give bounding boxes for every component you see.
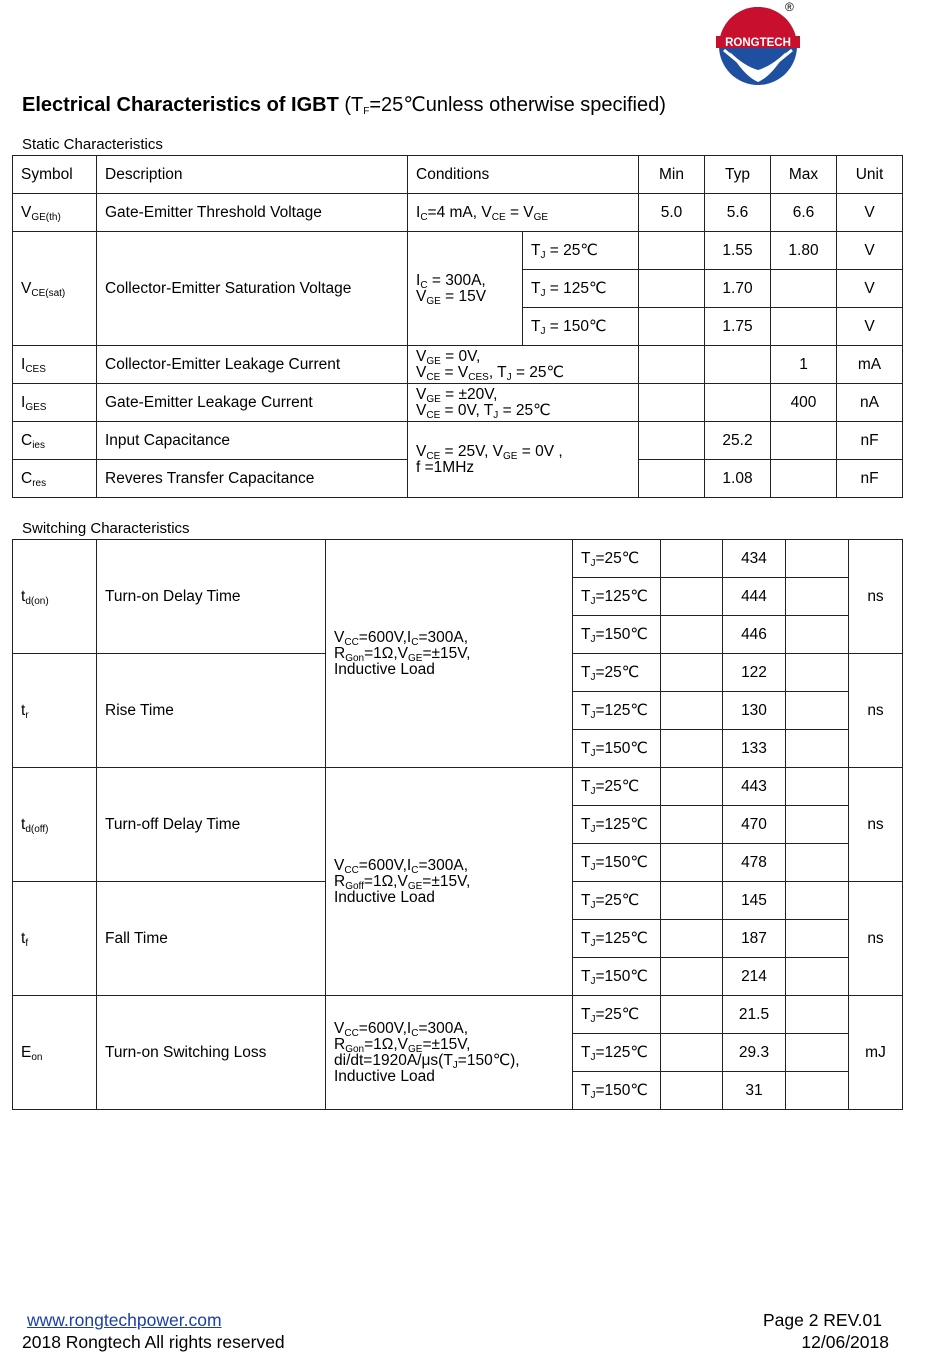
table-row bbox=[13, 232, 903, 270]
typ-cell: 444 bbox=[723, 578, 786, 616]
table-row bbox=[13, 768, 903, 806]
typ-cell: 187 bbox=[723, 920, 786, 958]
typ-cell: 25.2 bbox=[705, 422, 771, 460]
logo-text: RONGTECH bbox=[725, 37, 791, 49]
header-conditions: Conditions bbox=[408, 156, 639, 194]
typ-cell: 31 bbox=[723, 1072, 786, 1110]
max-cell bbox=[786, 616, 849, 654]
min-cell bbox=[639, 232, 705, 270]
min-cell bbox=[661, 654, 723, 692]
typ-cell: 130 bbox=[723, 692, 786, 730]
description-cell: Fall Time bbox=[97, 882, 326, 996]
max-cell bbox=[786, 540, 849, 578]
min-cell bbox=[661, 540, 723, 578]
rongtech-logo bbox=[716, 6, 800, 86]
min-cell bbox=[639, 346, 705, 384]
unit-cell: ns bbox=[849, 654, 903, 768]
description-cell: Collector-Emitter Leakage Current bbox=[97, 346, 408, 384]
min-cell bbox=[661, 882, 723, 920]
typ-cell: 434 bbox=[723, 540, 786, 578]
static-characteristics-table bbox=[12, 155, 903, 498]
min-cell bbox=[661, 920, 723, 958]
min-cell bbox=[639, 308, 705, 346]
conditions-cell: $I_C=4$ mA, $V_{CE} = V_{GE}$ bbox=[408, 194, 639, 232]
unit-cell: ns bbox=[849, 768, 903, 882]
symbol-cell: $I_{GES}$ bbox=[13, 384, 97, 422]
typ-cell: 478 bbox=[723, 844, 786, 882]
symbol-cell: $I_{CES}$ bbox=[13, 346, 97, 384]
temperature-cell: $T_J=125℃$ bbox=[573, 1034, 661, 1072]
max-cell bbox=[786, 996, 849, 1034]
temperature-cell: $T_J=125℃$ bbox=[573, 806, 661, 844]
temperature-cell: $T_J=150℃$ bbox=[573, 1072, 661, 1110]
min-cell bbox=[661, 1034, 723, 1072]
min-cell bbox=[661, 1072, 723, 1110]
typ-cell: 29.3 bbox=[723, 1034, 786, 1072]
min-cell bbox=[661, 578, 723, 616]
typ-cell: 133 bbox=[723, 730, 786, 768]
temperature-cell: $T_J=150℃$ bbox=[573, 958, 661, 996]
registered-mark: ® bbox=[785, 0, 794, 14]
conditions-cell: $V_{GE} = \pm 20V$, $V_{CE} = 0V$, $T_J$ = 25℃ bbox=[408, 384, 639, 422]
description-cell: Rise Time bbox=[97, 654, 326, 768]
unit-cell: V bbox=[837, 270, 903, 308]
conditions-cell: $V_{CC}=600V,I_C=300A$, $R_{Goff}=1\Omega,V_{GE}=\pm 15V$, Inductive Load bbox=[326, 768, 573, 996]
table-row bbox=[13, 194, 903, 232]
description-cell: Gate-Emitter Threshold Voltage bbox=[97, 194, 408, 232]
unit-cell: ns bbox=[849, 882, 903, 996]
table-row bbox=[13, 996, 903, 1034]
unit-cell: nF bbox=[837, 460, 903, 498]
temperature-cell: $T_J=25℃$ bbox=[573, 654, 661, 692]
website-link[interactable]: www.rongtechpower.com bbox=[27, 1310, 222, 1330]
max-cell bbox=[786, 882, 849, 920]
min-cell bbox=[661, 768, 723, 806]
typ-cell: 214 bbox=[723, 958, 786, 996]
typ-cell: 1.08 bbox=[705, 460, 771, 498]
temperature-cell: $T_J=125℃$ bbox=[573, 920, 661, 958]
conditions-cell: $V_{CE} = 25V$, $V_{GE} = 0V$ , f =1MHz bbox=[408, 422, 639, 498]
conditions-cell: $V_{CC}=600V,I_C=300A$, $R_{Gon}=1\Omega,V_{GE}=\pm 15V$, Inductive Load bbox=[326, 540, 573, 768]
symbol-cell: $E_{on}$ bbox=[13, 996, 97, 1110]
symbol-cell: $t_r$ bbox=[13, 654, 97, 768]
table-row bbox=[13, 346, 903, 384]
temperature-cell: $T_J=25℃$ bbox=[573, 768, 661, 806]
description-cell: Turn-on Switching Loss bbox=[97, 996, 326, 1110]
header-unit: Unit bbox=[837, 156, 903, 194]
table-header-row bbox=[13, 156, 903, 194]
min-cell: 5.0 bbox=[639, 194, 705, 232]
symbol-cell: $V_{CE(sat)}$ bbox=[13, 232, 97, 346]
max-cell bbox=[771, 308, 837, 346]
temperature-cell: $T_J=150℃$ bbox=[573, 616, 661, 654]
description-cell: Turn-off Delay Time bbox=[97, 768, 326, 882]
table-row bbox=[13, 540, 903, 578]
max-cell bbox=[786, 730, 849, 768]
description-cell: Input Capacitance bbox=[97, 422, 408, 460]
max-cell: 1.80 bbox=[771, 232, 837, 270]
min-cell bbox=[661, 958, 723, 996]
max-cell: 400 bbox=[771, 384, 837, 422]
table-row bbox=[13, 422, 903, 460]
conditions-cell: $I_C = 300A$, $V_{GE} = 15V$ bbox=[408, 232, 523, 346]
description-cell: Turn-on Delay Time bbox=[97, 540, 326, 654]
min-cell bbox=[661, 730, 723, 768]
switching-section-title: Switching Characteristics bbox=[22, 520, 190, 537]
static-section-title: Static Characteristics bbox=[22, 136, 163, 153]
symbol-cell: $t_{d(on)}$ bbox=[13, 540, 97, 654]
typ-cell: 1.55 bbox=[705, 232, 771, 270]
temperature-cell: $T_J=25℃$ bbox=[573, 540, 661, 578]
temperature-cell: $T_J=150℃$ bbox=[573, 730, 661, 768]
typ-cell: 122 bbox=[723, 654, 786, 692]
max-cell bbox=[786, 806, 849, 844]
temperature-cell: $T_J=150℃$ bbox=[573, 844, 661, 882]
page-revision: Page 2 REV.01 bbox=[762, 1310, 882, 1330]
max-cell: 6.6 bbox=[771, 194, 837, 232]
typ-cell bbox=[705, 384, 771, 422]
typ-cell: 145 bbox=[723, 882, 786, 920]
header-min: Min bbox=[639, 156, 705, 194]
typ-cell: 5.6 bbox=[705, 194, 771, 232]
max-cell bbox=[771, 460, 837, 498]
unit-cell: ns bbox=[849, 540, 903, 654]
min-cell bbox=[661, 844, 723, 882]
typ-cell bbox=[705, 346, 771, 384]
description-cell: Gate-Emitter Leakage Current bbox=[97, 384, 408, 422]
typ-cell: 446 bbox=[723, 616, 786, 654]
max-cell bbox=[786, 1072, 849, 1110]
min-cell bbox=[661, 806, 723, 844]
max-cell: 1 bbox=[771, 346, 837, 384]
typ-cell: 470 bbox=[723, 806, 786, 844]
max-cell bbox=[786, 768, 849, 806]
page-title: Electrical Characteristics of IGBT ($T_F=25℃unless$ otherwise specified) bbox=[22, 94, 666, 117]
max-cell bbox=[786, 958, 849, 996]
max-cell bbox=[786, 578, 849, 616]
unit-cell: mJ bbox=[849, 996, 903, 1110]
max-cell bbox=[771, 270, 837, 308]
unit-cell: nF bbox=[837, 422, 903, 460]
max-cell bbox=[771, 422, 837, 460]
unit-cell: V bbox=[837, 308, 903, 346]
typ-cell: 21.5 bbox=[723, 996, 786, 1034]
typ-cell: 1.75 bbox=[705, 308, 771, 346]
header-symbol: Symbol bbox=[13, 156, 97, 194]
unit-cell: mA bbox=[837, 346, 903, 384]
max-cell bbox=[786, 920, 849, 958]
temperature-cell: $T_J$ = 125℃ bbox=[523, 270, 639, 308]
max-cell bbox=[786, 1034, 849, 1072]
min-cell bbox=[661, 996, 723, 1034]
min-cell bbox=[639, 460, 705, 498]
temperature-cell: $T_J$ = 150℃ bbox=[523, 308, 639, 346]
header-typ: Typ bbox=[705, 156, 771, 194]
temperature-cell: $T_J=25℃$ bbox=[573, 882, 661, 920]
header-description: Description bbox=[97, 156, 408, 194]
symbol-cell: $C_{ies}$ bbox=[13, 422, 97, 460]
conditions-cell: $V_{GE} = 0V$, $V_{CE} = V_{CES}$, $T_J$ = 25℃ bbox=[408, 346, 639, 384]
max-cell bbox=[786, 692, 849, 730]
symbol-cell: $t_{d(off)}$ bbox=[13, 768, 97, 882]
description-cell: Collector-Emitter Saturation Voltage bbox=[97, 232, 408, 346]
temperature-cell: $T_J=125℃$ bbox=[573, 692, 661, 730]
conditions-cell: $V_{CC}=600V,I_C=300A$, $R_{Gon}=1\Omega,V_{GE}=\pm 15V$, $di/dt=1920A/\mu s(T_J=150℃)$, Inductive Load bbox=[326, 996, 573, 1110]
max-cell bbox=[786, 844, 849, 882]
symbol-cell: $C_{res}$ bbox=[13, 460, 97, 498]
temperature-cell: $T_J$ = 25℃ bbox=[523, 232, 639, 270]
document-date: 12/06/2018 bbox=[801, 1332, 889, 1352]
min-cell bbox=[639, 422, 705, 460]
min-cell bbox=[639, 270, 705, 308]
temperature-cell: $T_J=125℃$ bbox=[573, 578, 661, 616]
typ-cell: 1.70 bbox=[705, 270, 771, 308]
typ-cell: 443 bbox=[723, 768, 786, 806]
table-row bbox=[13, 384, 903, 422]
min-cell bbox=[661, 692, 723, 730]
min-cell bbox=[639, 384, 705, 422]
switching-characteristics-table bbox=[12, 539, 903, 1110]
unit-cell: nA bbox=[837, 384, 903, 422]
max-cell bbox=[786, 654, 849, 692]
symbol-cell: $t_f$ bbox=[13, 882, 97, 996]
symbol-cell: $V_{GE(th)}$ bbox=[13, 194, 97, 232]
description-cell: Reveres Transfer Capacitance bbox=[97, 460, 408, 498]
temperature-cell: $T_J=25℃$ bbox=[573, 996, 661, 1034]
header-max: Max bbox=[771, 156, 837, 194]
min-cell bbox=[661, 616, 723, 654]
unit-cell: V bbox=[837, 232, 903, 270]
unit-cell: V bbox=[837, 194, 903, 232]
copyright-text: 2018 Rongtech All rights reserved bbox=[22, 1332, 285, 1352]
